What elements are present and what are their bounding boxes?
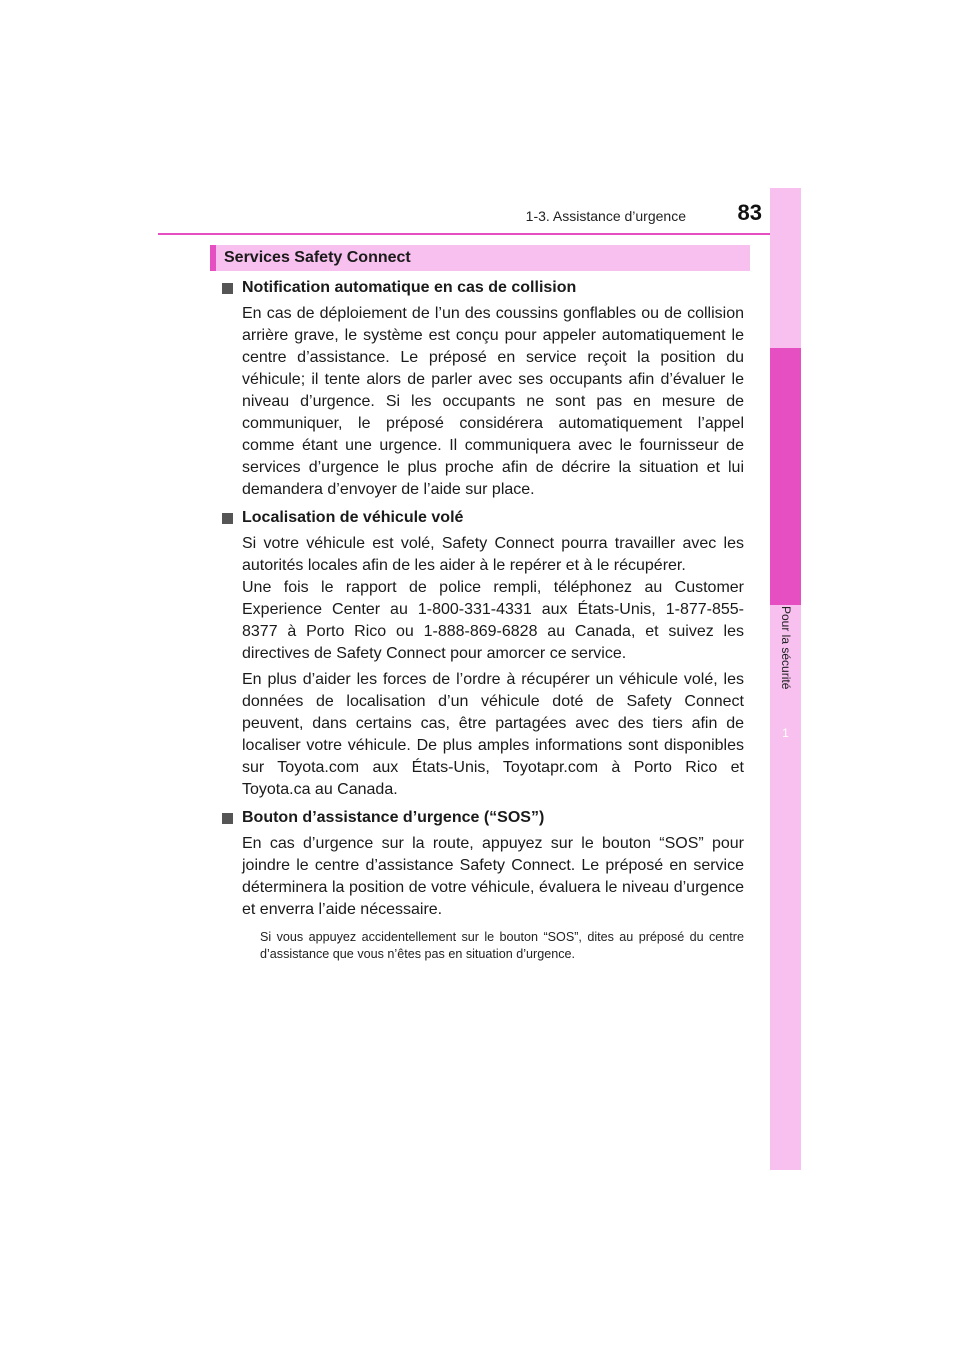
item-heading-stolen-vehicle [222, 507, 744, 529]
paragraph: En plus d’aider les forces de l’ordre à récupérer un véhicule volé, les données de localisation d’un véhicule doté de Safety Connect peuvent, dans certains cas, être partagées avec des tiers afin de localiser votre véhicule. De plus amples informations sont disponibles sur Toyota.com aux États-Unis, Toyotapr.com à Porto Rico et Toyota.ca au Canada. [242, 671, 744, 798]
page-number: 83 [737, 200, 762, 225]
paragraph: En cas de déploiement de l’un des coussins gonflables ou de collision arrière grave, le système est conçu pour appeler automatiquement le centre d’assistance. Le préposé en service reçoit la position du véhicule; il tente alors de parler avec ses occupants afin d’évaluer le niveau d’urgence. Si les occupants ne sont pas en mesure de communiquer, le préposé considérera automatiquement l’appel comme étant une urgence. Il communiquera avec le fournisseur de services d’urgence le plus proche afin de décrire la situation et lui demandera d’envoyer de l’aide sur place. [242, 305, 744, 498]
chapter-number: 1 [782, 726, 789, 740]
paragraph: Une fois le rapport de police rempli, téléphonez au Customer Experience Center au 1-800-331-4331 aux États-Unis, 1-877-855-8377 à Porto Rico ou 1-888-869-6828 au Canada, et suivez les directives de Safety Connect pour amorcer ce service. [242, 579, 744, 662]
paragraph: En cas d’urgence sur la route, appuyez sur le bouton “SOS” pour joindre le centre d’assistance Safety Connect. Le préposé en service déterminera la position de votre véhicule, évaluera le niveau d’urgence et enverra l’aide nécessaire. [242, 835, 744, 918]
item-heading-sos-button [222, 807, 744, 829]
square-bullet-icon [222, 513, 233, 524]
item-heading-text: Localisation de véhicule volé [242, 509, 464, 526]
square-bullet-icon [222, 283, 233, 294]
item-heading-text: Bouton d’assistance d’urgence (“SOS”) [242, 809, 545, 826]
chapter-label: Pour la sécurité [779, 606, 793, 690]
item-heading-text: Notification automatique en cas de collision [242, 279, 577, 296]
section-heading: Services Safety Connect [210, 245, 750, 271]
chapter-side-tab [770, 188, 801, 1170]
square-bullet-icon [222, 813, 233, 824]
note-text: Si vous appuyez accidentellement sur le bouton “SOS”, dites au préposé du centre d’assistance que vous n’êtes pas en situation d’urgence. [260, 930, 744, 961]
page-content [222, 277, 744, 963]
paragraph: Si votre véhicule est volé, Safety Connect pourra travailler avec les autorités locales afin de les aider à le repérer et à le récupérer. [242, 535, 744, 574]
item-heading-collision [222, 277, 744, 299]
running-header-section: 1-3. Assistance d’urgence [525, 208, 686, 224]
header-divider [158, 233, 800, 235]
